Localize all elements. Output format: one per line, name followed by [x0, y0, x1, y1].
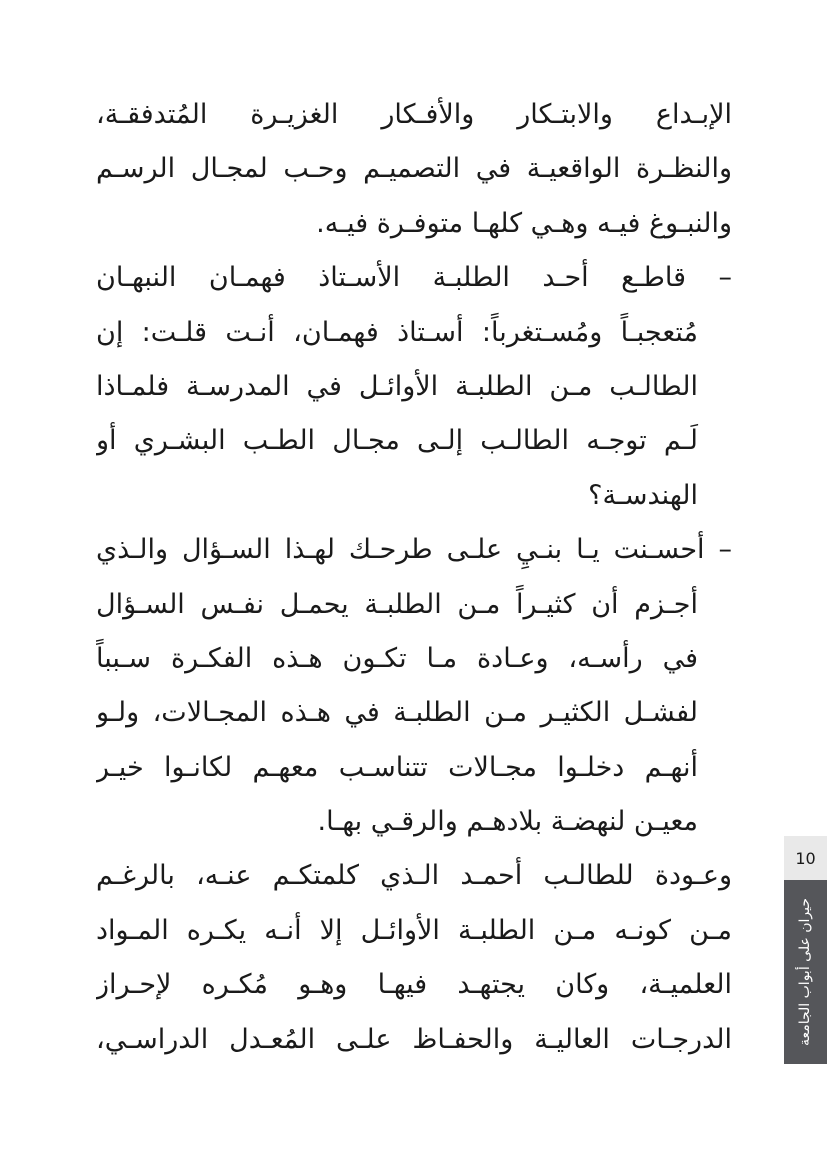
text-line-4: – قاطـع أحـد الطلبـة الأسـتاذ فهمـان النبهـان: [96, 262, 732, 294]
text-line-1: الإبـداع والابتـكار والأفـكار الغزيـرة المُتدفقـة،: [96, 99, 732, 130]
text-line-16: مـن كونـه مـن الطلبـة الأوائـل إلا أنـه يكـره المـواد: [96, 914, 732, 946]
text-line-5: مُتعجبـاً ومُسـتغرباً: أسـتاذ فهمـان، أنـت قلـت: إن: [96, 316, 698, 348]
text-line-18: الدرجـات العاليـة والحفـاظ علـى المُعـدل الدراسـي،: [96, 1023, 732, 1055]
text-line-12: لفشـل الكثيـر مـن الطلبـة في هـذه المجـالات، ولـو: [96, 697, 698, 729]
text-line-6: الطالـب مـن الطلبـة الأوائـل في المدرسـة فلمـاذا: [96, 370, 698, 402]
page-number: [784, 836, 827, 880]
running-title-tab: [784, 880, 827, 1064]
text-line-11: في رأسـه، وعـادة مـا تكـون هـذه الفكـرة سـبباً: [96, 642, 698, 674]
text-line-7: لَـم توجـه الطالـب إلـى مجـال الطـب البشـري أو: [96, 425, 698, 457]
text-line-9: – أحسـنت يـا بنـيِ علـى طرحـك لهـذا السـؤال والـذي: [96, 534, 732, 566]
page-number-text: 10: [795, 848, 816, 868]
running-title-text: حيران على أبواب الجامعة: [797, 897, 814, 1047]
text-line-10: أجـزم أن كثيـراً مـن الطلبـة يحمـل نفـس السـؤال: [96, 588, 698, 620]
text-line-15: وعـودة للطالـب أحمـد الـذي كلمتكـم عنـه، بالرغـم: [96, 860, 732, 892]
page-body: [96, 88, 732, 1067]
text-line-13: أنهـم دخلـوا مجـالات تتناسـب معهـم لكانـوا خيـر: [96, 751, 698, 783]
text-line-3: والنبـوغ فيـه وهـي كلهـا متوفـرة فيـه.: [316, 207, 732, 239]
text-line-14: معيـن لنهضـة بلادهـم والرقـي بهـا.: [317, 806, 698, 838]
text-line-2: والنظـرة الواقعيـة في التصميـم وحـب لمجـال الرسـم: [96, 153, 732, 185]
text-line-17: العلميـة، وكان يجتهـد فيهـا وهـو مُكـره لإحـراز: [96, 969, 732, 1001]
text-line-8: الهندسـة؟: [588, 479, 698, 511]
